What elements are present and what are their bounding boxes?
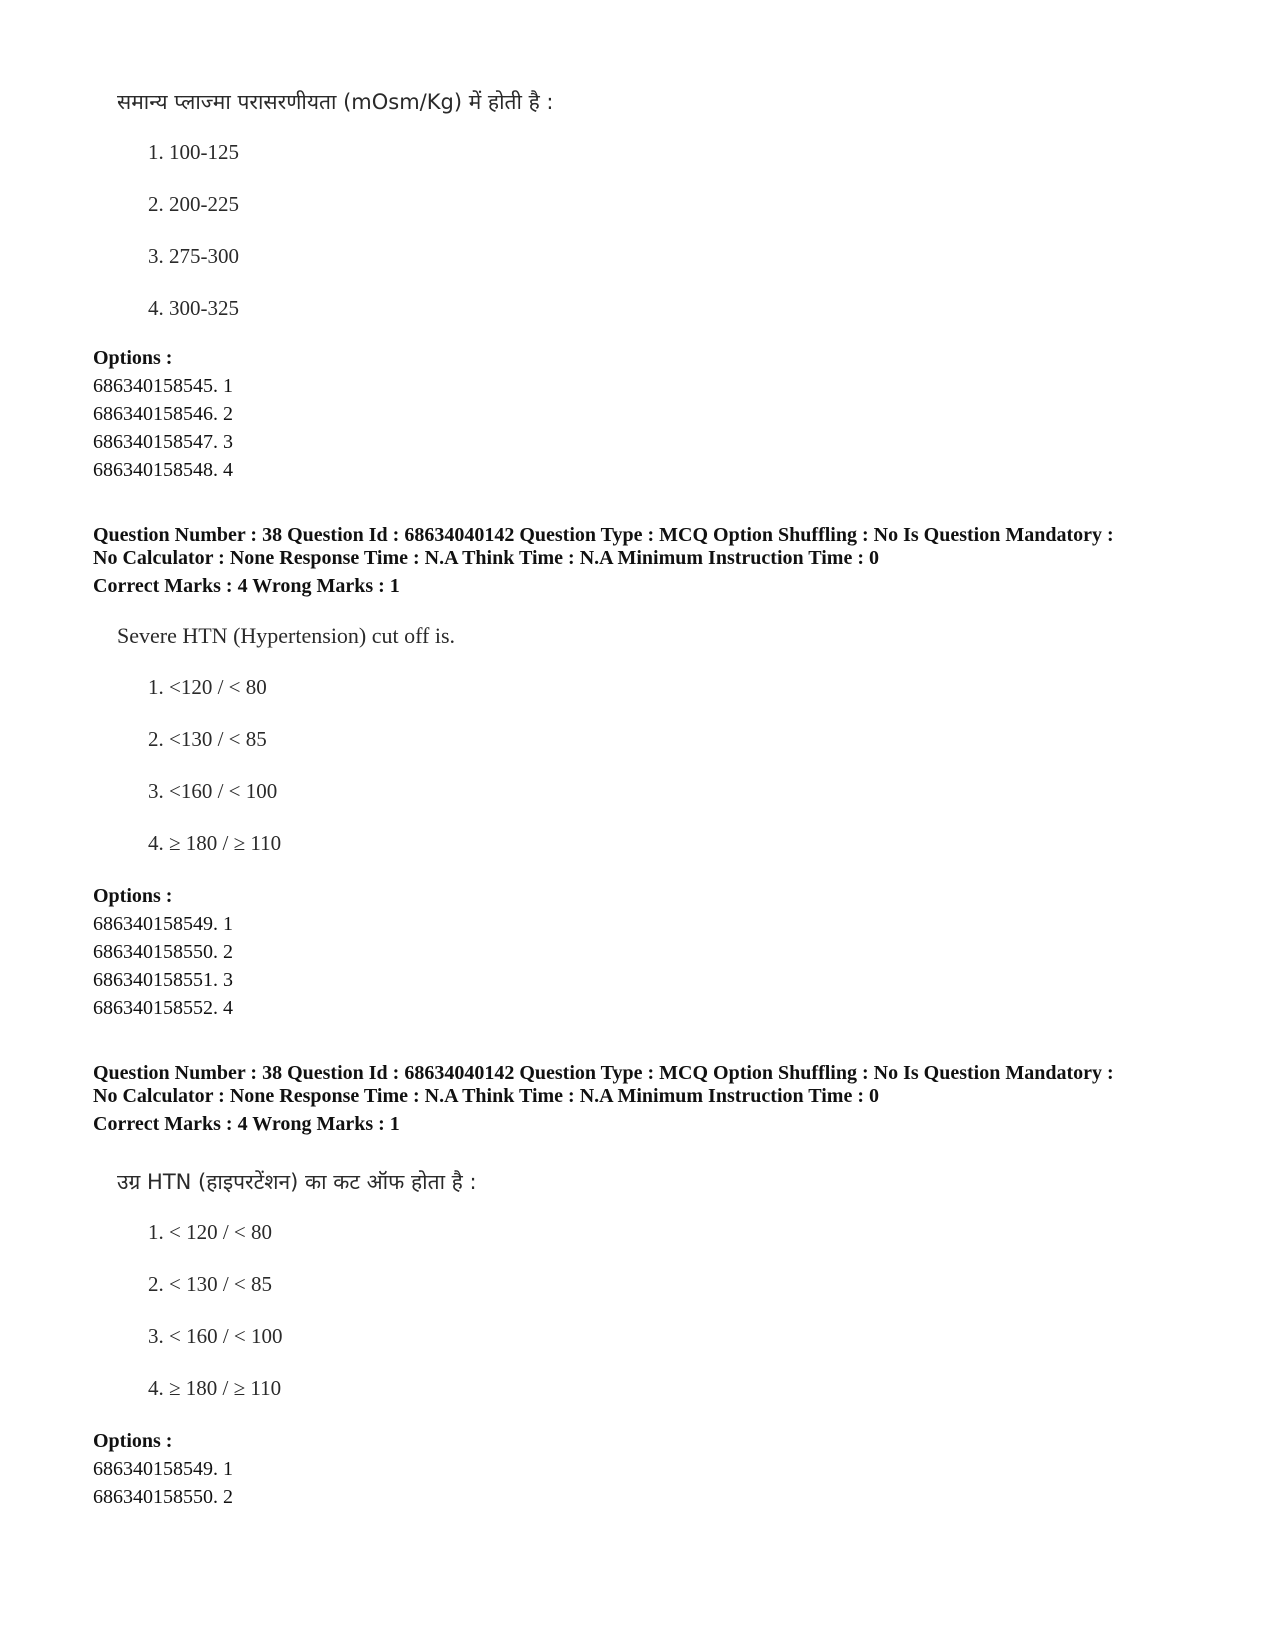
marks-line: Correct Marks : 4 Wrong Marks : 1: [93, 1113, 400, 1135]
options-heading: Options :: [93, 1430, 173, 1452]
question-meta-line: Question Number : 38 Question Id : 68634040142 Question Type : MCQ Option Shuffling : No Is Question Mandatory :: [93, 524, 1114, 546]
question-meta-line: No Calculator : None Response Time : N.A Think Time : N.A Minimum Instruction Time : 0: [93, 547, 879, 569]
option-id-line: 686340158550. 2: [93, 1486, 233, 1508]
question-meta-line: Question Number : 38 Question Id : 68634040142 Question Type : MCQ Option Shuffling : No Is Question Mandatory :: [93, 1062, 1114, 1084]
options-heading: Options :: [93, 347, 173, 369]
option-id-line: 686340158551. 3: [93, 969, 233, 991]
answer-choice: 4. ≥ 180 / ≥ 110: [148, 831, 282, 855]
option-id-line: 686340158548. 4: [93, 459, 233, 481]
answer-choice: 4. ≥ 180 / ≥ 110: [148, 1376, 282, 1400]
options-heading: Options :: [93, 885, 173, 907]
question-meta-line: No Calculator : None Response Time : N.A Think Time : N.A Minimum Instruction Time : 0: [93, 1085, 879, 1107]
marks-line: Correct Marks : 4 Wrong Marks : 1: [93, 575, 400, 597]
option-id-line: 686340158549. 1: [93, 913, 233, 935]
answer-choice: 1. < 120 / < 80: [148, 1220, 273, 1244]
answer-choice: 2. <130 / < 85: [148, 727, 267, 751]
answer-choice: 4. 300-325: [148, 296, 239, 320]
answer-choice: 3. 275-300: [148, 244, 239, 268]
answer-choice: 2. < 130 / < 85: [148, 1272, 273, 1296]
option-id-line: 686340158552. 4: [93, 997, 233, 1019]
option-id-line: 686340158547. 3: [93, 431, 233, 453]
question-text: Severe HTN (Hypertension) cut off is.: [117, 623, 456, 648]
option-id-line: 686340158546. 2: [93, 403, 233, 425]
option-id-line: 686340158549. 1: [93, 1458, 233, 1480]
answer-choice: 3. < 160 / < 100: [148, 1324, 283, 1348]
option-id-line: 686340158550. 2: [93, 941, 233, 963]
answer-choice: 1. <120 / < 80: [148, 675, 267, 699]
answer-choice: 3. <160 / < 100: [148, 779, 278, 803]
answer-choice: 1. 100-125: [148, 140, 239, 164]
answer-choice: 2. 200-225: [148, 192, 239, 216]
question-text: उग्र HTN (हाइपरटेंशन) का कट ऑफ होता है :: [117, 1170, 477, 1194]
question-text: समान्य प्लाज्मा परासरणीयता (mOsm/Kg) में होती है :: [117, 90, 554, 114]
option-id-line: 686340158545. 1: [93, 375, 233, 397]
